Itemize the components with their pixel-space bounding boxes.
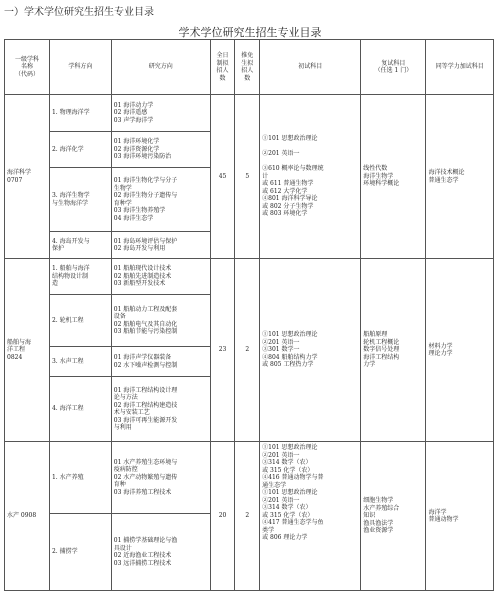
field-cell: [49, 259, 111, 295]
field-cell: [49, 295, 111, 347]
research-line: 01 船舶动力工程及配套: [113, 305, 178, 313]
research-line: 01 船舶现代设计技术: [113, 265, 172, 273]
retest-line: 环境科学概论: [363, 180, 400, 188]
retest-cell: [361, 259, 426, 442]
exam-line: ④417 普通生态学与鱼: [262, 519, 324, 526]
exam-line: ④801 海洋科学导论: [262, 195, 318, 203]
exam-line: ①101 思想政治理论: [262, 135, 318, 143]
research-line: 02 船舶电气及其自动化: [113, 320, 178, 328]
exam-line: ③314 数学（农）: [262, 504, 312, 511]
header-exempt-line: 数: [244, 74, 251, 82]
retest-line: 水产养殖综合: [363, 504, 400, 512]
field-line: 2. 轮机工程: [51, 316, 84, 324]
exam-line: ②201 英语一: [262, 451, 300, 459]
exam-line: ②201 英语一: [262, 496, 300, 504]
header-exempt-line: 招人: [241, 67, 254, 74]
retest-line: 海洋生物学: [363, 172, 394, 180]
discipline-line: 0707: [7, 176, 23, 184]
research-line: 01 海洋声学仪器装备: [113, 354, 172, 361]
table-row: [5, 95, 494, 132]
research-line: 02 水下噪声检测与控制: [113, 361, 178, 369]
exam-line: 类学: [262, 526, 275, 534]
addtest-line: 普通动物学: [428, 516, 459, 523]
header-discipline-line: 一级学科: [14, 55, 39, 63]
exam-line: 或 803 环境化学: [262, 210, 308, 218]
exam-line: 或 315 化学（农）: [262, 466, 314, 474]
discipline-cell: [5, 442, 50, 591]
field-cell: [49, 347, 111, 377]
exam-line: 计: [262, 172, 269, 180]
header-discipline: [5, 40, 50, 95]
exempt-cell: 2: [235, 259, 260, 442]
exam-line: ②201 英语一: [262, 338, 300, 346]
retest-line: 轮机工程概论: [363, 338, 400, 346]
addtest-cell: [426, 259, 494, 442]
research-line: 01 海洋工程结构设计理: [113, 386, 178, 394]
research-line: 01 捕捞学基础理论与渔: [113, 537, 178, 544]
discipline-line: 海洋科学: [7, 169, 32, 176]
header-quota-line: 数: [219, 74, 226, 82]
exam-line: ③314 数学（农）: [262, 459, 312, 466]
research-line: 具设计: [113, 544, 132, 552]
research-cell: [111, 377, 210, 442]
header-retest-line: 复试科目: [381, 59, 406, 67]
field-line: 4. 海岛开发与: [51, 237, 90, 245]
exam-cell: [260, 259, 361, 442]
research-cell: [111, 168, 210, 232]
retest-line: 细胞生物学: [363, 497, 394, 505]
field-line: 结构物设计制: [51, 272, 88, 280]
retest-line: 知识: [363, 512, 376, 520]
header-exempt-line: 生拟: [241, 59, 254, 67]
retest-line: 数字信号处理: [363, 346, 400, 354]
header-exam: 初试科目: [260, 40, 361, 95]
exam-line: 或 611 普通生物学: [262, 180, 314, 188]
field-line: 保护: [51, 245, 64, 252]
research-line: 02 海洋资源化学: [113, 145, 160, 153]
quota-cell: 45: [210, 95, 235, 259]
addtest-line: 普通生态学: [428, 176, 459, 184]
research-line: 03 声学海洋学: [113, 116, 154, 124]
exam-line: ①101 思想政治理论: [262, 489, 318, 496]
exam-line: ④416 普通动物学与普: [262, 474, 324, 481]
header-retest: [361, 40, 426, 95]
research-line: 01 海洋生物化学与分子: [113, 177, 178, 184]
quota-cell: 23: [210, 259, 235, 442]
exam-line: ①101 思想政治理论: [262, 331, 318, 339]
exam-line: ②201 英语一: [262, 150, 300, 158]
discipline-cell: [5, 259, 50, 442]
field-line: 3. 海洋生物学: [51, 192, 90, 199]
field-line: 与生物海洋学: [51, 199, 88, 207]
catalog-table: [4, 39, 494, 591]
exam-cell: [260, 95, 361, 259]
exam-cell: [260, 442, 361, 591]
research-line: 育种: [113, 481, 126, 489]
research-line: 03 海洋生物养殖学: [113, 207, 166, 214]
retest-cell: [361, 442, 426, 591]
research-line: 03 船舶节能与污染控制: [113, 328, 178, 335]
research-cell: [111, 442, 210, 514]
header-research: 研究方向: [111, 40, 210, 95]
field-cell: [49, 168, 111, 232]
research-cell: [111, 259, 210, 295]
research-cell: [111, 132, 210, 168]
research-line: 03 海洋环境污染防治: [113, 153, 172, 161]
table-title: 学术学位研究生招生专业目录: [178, 26, 322, 39]
header-discipline-line: （代码）: [14, 70, 39, 78]
research-line: 02 海洋工程结构建造技: [113, 401, 178, 409]
exam-line: 通生态学: [262, 481, 287, 489]
retest-line: 海洋工程结构: [363, 353, 400, 361]
discipline-line: 船舶与海: [7, 338, 32, 346]
research-line: 02 海洋生物分子遗传与: [113, 192, 178, 199]
field-line: 3. 水声工程: [51, 357, 84, 365]
addtest-cell: [426, 95, 494, 259]
header-quota-line: 全日: [216, 52, 229, 59]
discipline-line: 洋工程: [7, 346, 26, 354]
field-cell: [49, 95, 111, 132]
field-line: 1. 物理海洋学: [51, 109, 90, 117]
exam-line: ①101 思想政治理论: [262, 444, 318, 451]
research-line: 论与方法: [113, 394, 138, 401]
field-line: 1. 船舶与海洋: [51, 265, 90, 273]
exam-line: ③301 数学一: [262, 346, 300, 354]
exam-line: ④804 船舶结构力学: [262, 353, 318, 361]
research-cell: [111, 347, 210, 377]
research-line: 02 船舶先进制造技术: [113, 272, 172, 280]
field-cell: [49, 232, 111, 259]
retest-line: 渔具渔法学: [363, 519, 394, 527]
research-line: 设备: [113, 313, 126, 320]
header-quota: [210, 40, 235, 95]
field-cell: [49, 377, 111, 442]
exam-line: 或 315 化学（农）: [262, 511, 314, 519]
retest-line: 力学: [363, 361, 376, 369]
exempt-cell: 5: [235, 95, 260, 259]
exempt-cell: 2: [235, 442, 260, 591]
addtest-line: 海洋技术概论: [428, 169, 465, 176]
field-line: 2. 捕捞学: [51, 548, 78, 556]
retest-line: 线性代数: [363, 165, 388, 173]
header-row: [5, 40, 494, 95]
field-line: 4. 海洋工程: [51, 405, 84, 413]
section-heading: 一）学术学位研究生招生专业目录: [4, 7, 154, 18]
research-line: 03 新船型开发技术: [113, 280, 166, 288]
research-cell: [111, 514, 210, 591]
exam-line: 或 806 理论力学: [262, 534, 308, 541]
field-cell: [49, 132, 111, 168]
research-line: 02 海岛开发与利用: [113, 245, 166, 252]
field-line: 1. 水产养殖: [51, 473, 84, 481]
header-exempt-line: 推免: [241, 52, 254, 59]
research-line: 02 近海渔业工程技术: [113, 552, 172, 559]
field-cell: [49, 442, 111, 514]
addtest-cell: [426, 442, 494, 591]
research-line: 01 水产养殖生态环境与: [113, 458, 178, 466]
addtest-line: 海洋学: [428, 508, 447, 516]
exam-line: 或 802 分子生物学: [262, 202, 314, 210]
discipline-line: 水产 0908: [7, 512, 37, 520]
header-exempt: [235, 40, 260, 95]
table-row: [5, 442, 494, 514]
research-line: 02 海洋遥感: [113, 109, 148, 117]
research-line: 疫病防控: [113, 466, 138, 474]
research-line: 03 海洋养殖工程技术: [113, 488, 172, 496]
research-line: 生物学: [113, 184, 132, 192]
field-cell: [49, 514, 111, 591]
research-cell: [111, 295, 210, 347]
header-field: 学科方向: [49, 40, 111, 95]
header-discipline-line: 名称: [20, 63, 33, 71]
research-line: 04 海洋生态学: [113, 214, 154, 222]
addtest-line: 理论力学: [428, 350, 453, 357]
discipline-line: 0824: [7, 353, 23, 361]
addtest-line: 材料力学: [428, 342, 453, 350]
research-line: 01 海洋动力学: [113, 101, 154, 109]
retest-line: 船舶原理: [363, 331, 388, 339]
research-cell: [111, 95, 210, 132]
quota-cell: 20: [210, 442, 235, 591]
table-row: [5, 259, 494, 295]
research-line: 01 海岛环境评估与保护: [113, 237, 178, 245]
retest-cell: [361, 95, 426, 259]
field-line: 造: [51, 280, 58, 288]
research-line: 与利用: [113, 424, 132, 431]
research-line: 03 远洋捕捞工程技术: [113, 559, 172, 567]
research-line: 术与安装工艺: [113, 409, 150, 416]
header-retest-line: （任选 1 门）: [374, 67, 413, 74]
exam-line: ③610 概率论与数理统: [262, 165, 324, 173]
field-line: 2. 海洋化学: [51, 145, 84, 153]
research-line: 育种学: [113, 199, 132, 207]
research-cell: [111, 232, 210, 259]
exam-line: 或 805 工程热力学: [262, 361, 314, 369]
retest-line: 渔业资源学: [363, 527, 394, 535]
discipline-cell: [5, 95, 50, 259]
header-quota-line: 制拟: [216, 59, 229, 67]
research-line: 02 水产动物繁殖与遗传: [113, 473, 178, 481]
header-addtest: 同等学力加试科目: [426, 40, 494, 95]
research-line: 03 海洋可再生能源开发: [113, 416, 178, 424]
research-line: 01 海洋环境化学: [113, 138, 160, 146]
exam-line: 或 612 大学化学: [262, 187, 308, 195]
header-quota-line: 招人: [216, 67, 229, 74]
